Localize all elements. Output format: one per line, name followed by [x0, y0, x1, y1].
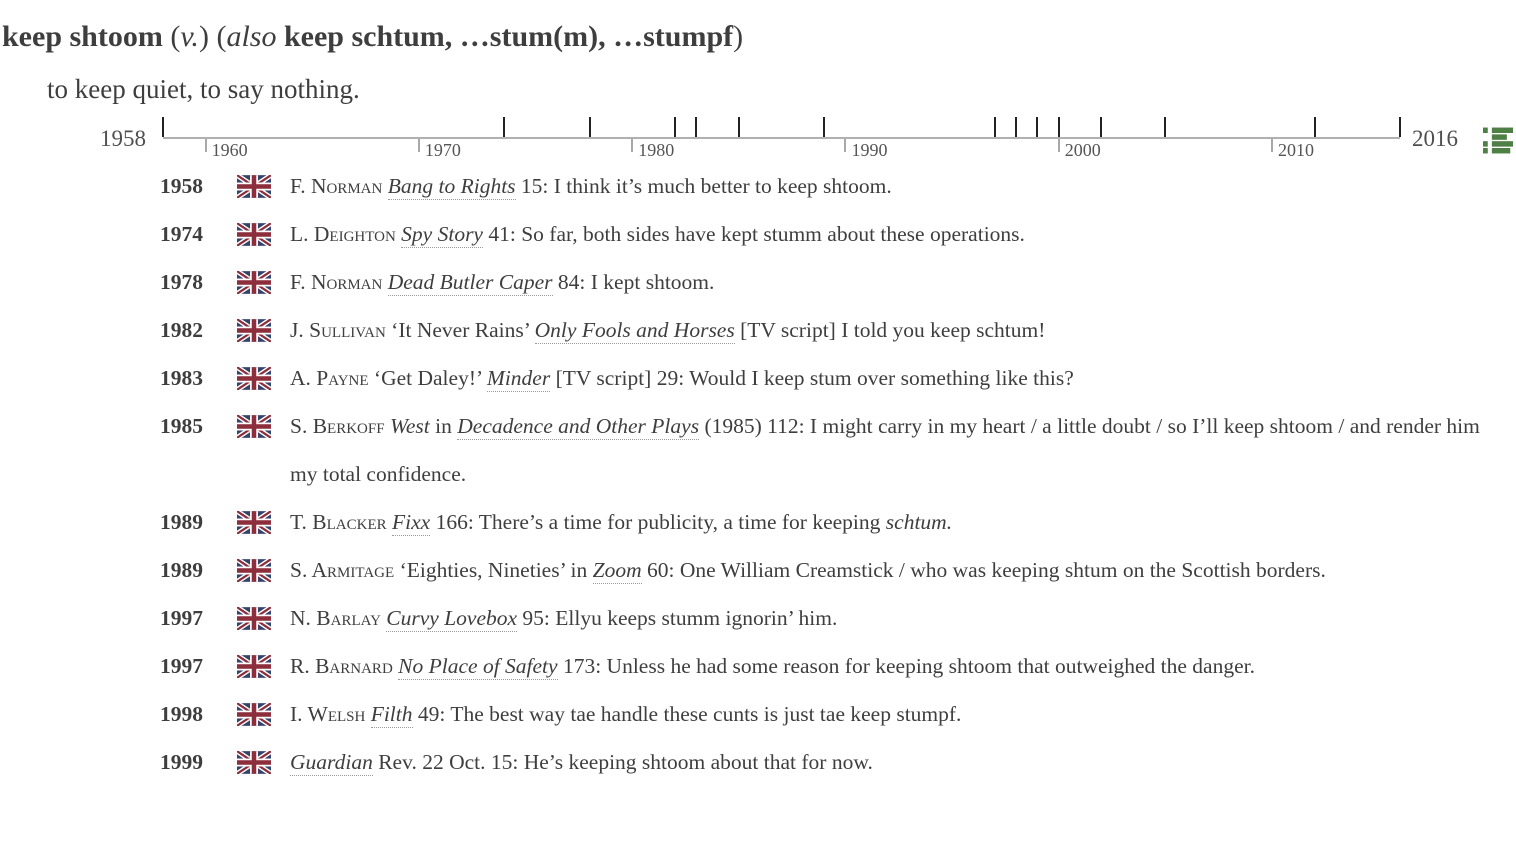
uk-flag-icon	[237, 402, 271, 438]
citation-text	[290, 258, 1503, 306]
headword-variants: keep schtum, …stum(m), …stumpf	[283, 20, 734, 53]
timeline-axis-line	[163, 137, 1400, 139]
citation-year-tick	[1036, 117, 1038, 137]
citation-fragment: ‘Eighties, Nineties’ in	[399, 558, 588, 582]
decade-label: 1970	[424, 140, 461, 160]
pos-close-paren: )	[198, 20, 209, 53]
citation-title-link[interactable]: Filth	[370, 702, 413, 726]
uk-flag-icon	[237, 162, 271, 198]
citation-title-link[interactable]: Zoom	[592, 558, 642, 582]
citation-text	[290, 162, 1503, 210]
citation-timeline	[0, 110, 1516, 168]
citation-year-tick	[1164, 117, 1166, 137]
citation-title-link[interactable]: Minder	[486, 366, 551, 390]
citation-row	[160, 210, 1516, 258]
citation-row	[160, 738, 1516, 786]
citation-fragment: ‘It Never Rains’	[391, 318, 530, 342]
citation-year: 1989	[160, 510, 203, 534]
citation-year: 1998	[160, 702, 203, 726]
citation-fragment: 95: Ellyu keeps stumm ignorin’ him.	[522, 606, 838, 630]
citation-year-tick	[823, 117, 825, 137]
citation-year-tick	[589, 117, 591, 137]
citation-row	[160, 354, 1516, 402]
citation-author: F. Norman	[290, 270, 383, 294]
citation-text	[290, 210, 1503, 258]
citation-row	[160, 546, 1516, 594]
part-of-speech: v.	[180, 20, 199, 53]
citation-year: 1974	[160, 222, 203, 246]
citation-year: 1999	[160, 750, 203, 774]
citation-year-tick	[695, 117, 697, 137]
citation-row	[160, 498, 1516, 546]
uk-flag-icon	[237, 738, 271, 774]
citation-year-tick	[1399, 117, 1401, 137]
citation-title-link[interactable]: No Place of Safety	[398, 654, 558, 678]
quotation-list-icon[interactable]	[1483, 127, 1513, 154]
citation-year: 1958	[160, 174, 203, 198]
uk-flag-icon	[237, 258, 271, 294]
uk-flag-icon	[237, 498, 271, 534]
citation-author: F. Norman	[290, 174, 383, 198]
citation-title-link[interactable]: Bang to Rights	[387, 174, 516, 198]
citation-text	[290, 498, 1503, 546]
citation-text	[290, 354, 1503, 402]
timeline-start-year: 1958	[100, 126, 146, 151]
citation-fragment: West	[389, 414, 430, 438]
citation-author: S. Armitage	[290, 558, 395, 582]
pos-open-paren: (	[170, 20, 181, 53]
citation-year-tick	[1100, 117, 1102, 137]
citation-row	[160, 306, 1516, 354]
citation-fragment: 15: I think it’s much better to keep shtoom.	[520, 174, 892, 198]
citation-title-link[interactable]: Guardian	[290, 750, 373, 774]
timeline-track	[163, 110, 1400, 168]
citation-author: L. Deighton	[290, 222, 396, 246]
citation-text	[290, 546, 1503, 594]
citation-title-link[interactable]: Fixx	[392, 510, 431, 534]
citation-list	[160, 162, 1516, 786]
citation-fragment: ‘Get Daley!’	[373, 366, 482, 390]
citation-fragment: 41: So far, both sides have kept stumm about these operations.	[488, 222, 1025, 246]
citation-year: 1985	[160, 414, 203, 438]
citation-row	[160, 690, 1516, 738]
citation-title-link[interactable]: Only Fools and Horses	[534, 318, 735, 342]
citation-title-link[interactable]: Curvy Lovebox	[386, 606, 518, 630]
citation-fragment: 173: Unless he had some reason for keeping shtoom that outweighed the danger.	[562, 654, 1255, 678]
citation-fragment: 60: One William Creamstick / who was keeping shtum on the Scottish borders.	[646, 558, 1326, 582]
uk-flag-icon	[237, 642, 271, 678]
citation-year-tick	[1058, 117, 1060, 137]
citation-fragment: 166: There’s a time for publicity, a time for keeping	[435, 510, 881, 534]
citation-year: 1978	[160, 270, 203, 294]
citation-year-tick	[994, 117, 996, 137]
citation-fragment: 49: The best way tae handle these cunts is just tae keep stumpf.	[417, 702, 962, 726]
decade-label: 2010	[1278, 140, 1315, 160]
also-open-paren: (	[216, 20, 227, 53]
citation-author: T. Blacker	[290, 510, 387, 534]
citation-row	[160, 594, 1516, 642]
citation-fragment: (1985) 112: I might carry in my heart / a little doubt / so I’ll keep shtoom / and render him my total confidence.	[290, 414, 1480, 486]
citation-year-tick	[674, 117, 676, 137]
definition: to keep quiet, to say nothing.	[47, 74, 360, 104]
citation-row	[160, 258, 1516, 306]
uk-flag-icon	[237, 546, 271, 582]
citation-author: N. Barlay	[290, 606, 381, 630]
citation-year-tick	[162, 117, 164, 137]
uk-flag-icon	[237, 690, 271, 726]
citation-author: R. Barnard	[290, 654, 393, 678]
citation-fragment: 84: I kept shtoom.	[557, 270, 715, 294]
also-label: also	[226, 20, 277, 53]
citation-text	[290, 738, 1503, 786]
decade-label: 1980	[638, 140, 675, 160]
citation-year-tick	[1015, 117, 1017, 137]
citation-text	[290, 690, 1503, 738]
citation-author: J. Sullivan	[290, 318, 386, 342]
decade-label: 2000	[1064, 140, 1101, 160]
citation-text	[290, 594, 1503, 642]
citation-year: 1982	[160, 318, 203, 342]
timeline-end-year: 2016	[1412, 126, 1458, 151]
citation-title-link[interactable]: Spy Story	[401, 222, 483, 246]
decade-label: 1990	[851, 140, 888, 160]
citation-text	[290, 306, 1503, 354]
citation-row	[160, 402, 1516, 498]
citation-text	[290, 402, 1503, 498]
citation-row	[160, 642, 1516, 690]
citation-fragment: [TV script] 29: Would I keep stum over something like this?	[555, 366, 1074, 390]
citation-author: A. Payne	[290, 366, 369, 390]
citation-year: 1989	[160, 558, 203, 582]
citation-author: S. Berkoff	[290, 414, 385, 438]
citation-fragment: in	[435, 414, 452, 438]
citation-author: I. Welsh	[290, 702, 366, 726]
citation-year-tick	[738, 117, 740, 137]
citation-fragment: schtum.	[885, 510, 953, 534]
uk-flag-icon	[237, 594, 271, 630]
citation-title-link[interactable]: Dead Butler Caper	[387, 270, 553, 294]
decade-label: 1960	[211, 140, 248, 160]
citation-title-link[interactable]: Decadence and Other Plays	[457, 414, 700, 438]
citation-year: 1997	[160, 606, 203, 630]
citation-fragment: [TV script] I told you keep schtum!	[740, 318, 1046, 342]
citation-text	[290, 642, 1503, 690]
uk-flag-icon	[237, 354, 271, 390]
uk-flag-icon	[237, 210, 271, 246]
citation-year-tick	[1314, 117, 1316, 137]
uk-flag-icon	[237, 306, 271, 342]
citation-year-tick	[503, 117, 505, 137]
citation-year: 1983	[160, 366, 203, 390]
variants-close-paren: )	[733, 20, 744, 53]
citation-fragment: Rev. 22 Oct. 15: He’s keeping shtoom about that for now.	[378, 750, 873, 774]
headword-line	[2, 20, 743, 54]
citation-row	[160, 162, 1516, 210]
citation-year: 1997	[160, 654, 203, 678]
headword: keep shtoom	[2, 20, 163, 53]
